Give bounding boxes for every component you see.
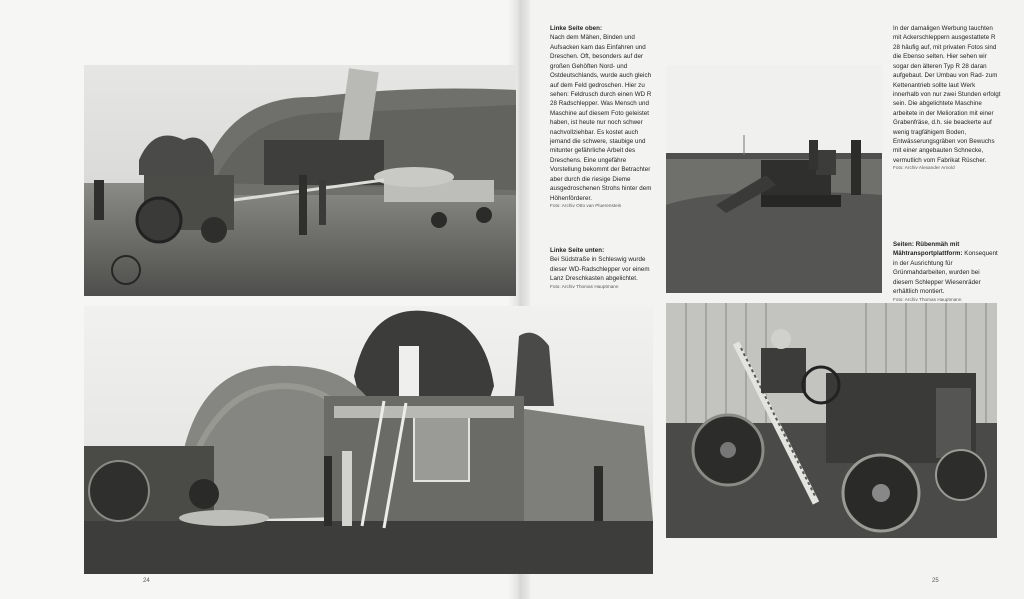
caption-left-bottom [550, 246, 658, 291]
caption-right-bottom-lead: Seiten: Rübenmäh mit Mähtransportplattform: [893, 241, 963, 258]
photo-tracked-tractor-field [666, 65, 882, 293]
caption-right-top-text: In der damaligen Werbung tauchten mit Ackerschleppern ausgestattete R 28 häufig auf, mit privaten Fotos sind die Ebenso selten. Hier sehen wir sogar den älteren Typ R 28 daran aufgebaut. Der Umbau von Rad- zum Kettenantrieb sollte laut Werk innerhalb von nur zwei Stunden erfolgt sein. Die abgelichtete Maschine arbeitete in der Melioration mit einer Grabenfräse, d.h. sie beackerte auf wenig tragfähigem Boden, Entwässerungsgräben von Bewuchs mit einer angebauten Schnecke, vermutlich vom Fabrikat Rüscher. [893, 25, 1001, 164]
caption-left-top [550, 24, 658, 210]
caption-right-top-credit: Foto: Archiv Alexander Arnold [893, 165, 955, 171]
caption-left-top-text: Nach dem Mähen, Binden und Aufsacken kam das Einfahren und Dreschen. Oft, besonders auf der großen Gehöften Nord- und Ostdeutschlands, wurde auch gleich auf dem Feld gedroschen. Hier zu sehen: Feldrusch durch einen WD R 28 Radschlepper. Was Mensch und Maschine auf diesem Foto geleistet haben, ist heute nur noch schwer nachvollziehbar. Es kostet auch jemand die schwere, staubige und mitunter gefährliche Arbeit des Dreschens. Eine ungefähre Vorstellung bekommt der Betrachter aber durch die riesige Dieme ausgedroschenen Strohs hinter dem Höhenförderer. [550, 34, 652, 202]
caption-right-top [893, 24, 1001, 172]
page-number-right: 25 [932, 578, 939, 584]
caption-left-bottom-lead: Linke Seite unten: [550, 247, 605, 254]
photo-tractor-mower [666, 303, 997, 538]
caption-right-bottom-text: Konsequent in der Ausrichtung für Grünmahdarbeiten, wurden bei diesem Schlepper Wiesenräder erhältlich montiert. [893, 250, 998, 296]
caption-right-bottom [893, 240, 1001, 304]
photo-threshing-haystack [84, 306, 653, 574]
page-number-left: 24 [143, 578, 150, 584]
caption-left-top-lead: Linke Seite oben: [550, 25, 603, 32]
caption-left-top-credit: Foto: Archiv Otto van Pluerenstein [550, 203, 622, 209]
caption-left-bottom-text: Bei Südstraße in Schleswig wurde dieser WD-Radschlepper vor einem Lanz Dreschkasten abgelichtet. [550, 256, 650, 283]
caption-left-bottom-credit: Foto: Archiv Thomas Hauptmann [550, 283, 619, 289]
caption-right-bottom-credit: Foto: Archiv Thomas Hauptmann [893, 296, 962, 302]
photo-threshing-field [84, 65, 516, 296]
